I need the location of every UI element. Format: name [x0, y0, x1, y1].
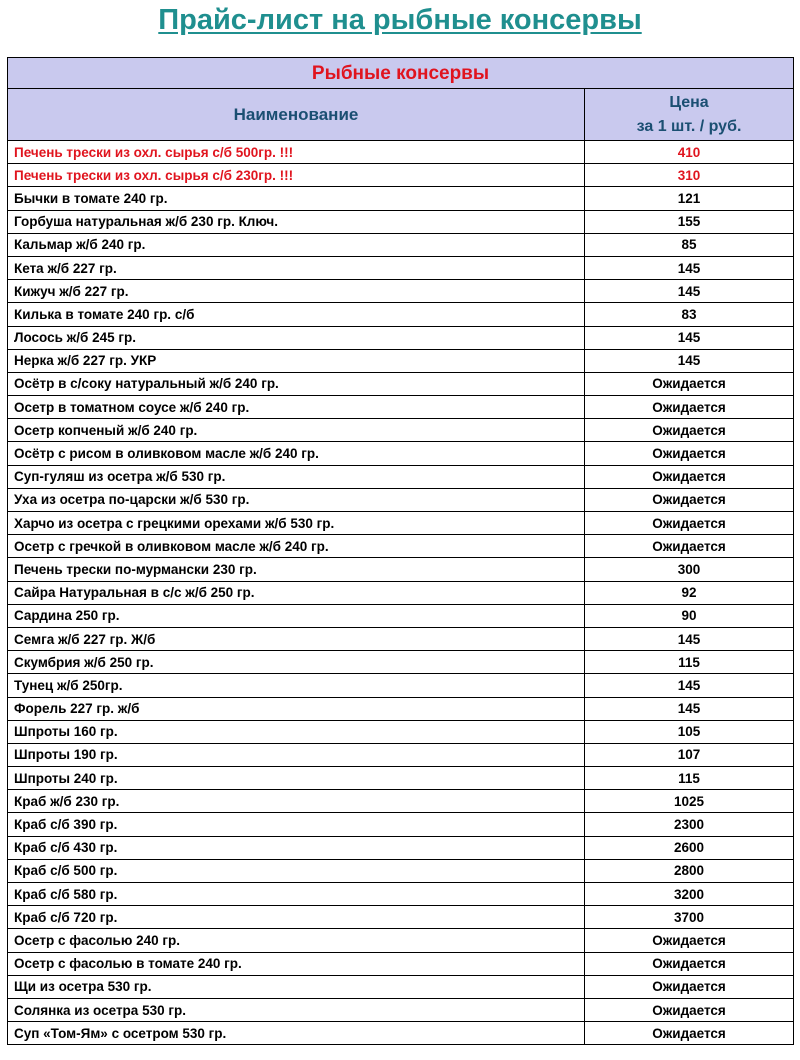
product-price: 2600	[585, 836, 794, 859]
product-price: 3700	[585, 906, 794, 929]
product-name: Сардина 250 гр.	[8, 604, 585, 627]
product-name: Краб с/б 430 гр.	[8, 836, 585, 859]
product-price: Ожидается	[585, 372, 794, 395]
product-name: Щи из осетра 530 гр.	[8, 975, 585, 998]
product-name: Бычки в томате 240 гр.	[8, 187, 585, 210]
product-price: 145	[585, 256, 794, 279]
table-row	[8, 952, 794, 975]
product-name: Уха из осетра по-царски ж/б 530 гр.	[8, 488, 585, 511]
column-header-price	[585, 89, 794, 141]
table-row	[8, 164, 794, 187]
product-price: Ожидается	[585, 929, 794, 952]
product-name: Краб с/б 390 гр.	[8, 813, 585, 836]
product-price: 90	[585, 604, 794, 627]
product-price: Ожидается	[585, 952, 794, 975]
product-name: Горбуша натуральная ж/б 230 гр. Ключ.	[8, 210, 585, 233]
product-name: Осетр с фасолью в томате 240 гр.	[8, 952, 585, 975]
table-row	[8, 326, 794, 349]
product-name: Кета ж/б 227 гр.	[8, 256, 585, 279]
product-price: Ожидается	[585, 975, 794, 998]
product-price: 107	[585, 743, 794, 766]
table-row	[8, 488, 794, 511]
product-name: Тунец ж/б 250гр.	[8, 674, 585, 697]
product-name: Краб с/б 580 гр.	[8, 883, 585, 906]
table-row	[8, 210, 794, 233]
product-price: 145	[585, 674, 794, 697]
table-row	[8, 396, 794, 419]
product-name: Сайра Натуральная в с/с ж/б 250 гр.	[8, 581, 585, 604]
product-price: Ожидается	[585, 488, 794, 511]
product-price: Ожидается	[585, 1022, 794, 1045]
table-row	[8, 233, 794, 256]
product-price: 115	[585, 651, 794, 674]
product-name: Лосось ж/б 245 гр.	[8, 326, 585, 349]
product-price: 2800	[585, 859, 794, 882]
product-name: Печень трески из охл. сырья с/б 500гр. !!!	[8, 141, 585, 164]
product-name: Осетр в томатном соусе ж/б 240 гр.	[8, 396, 585, 419]
product-name: Шпроты 160 гр.	[8, 720, 585, 743]
product-price: Ожидается	[585, 535, 794, 558]
table-row	[8, 674, 794, 697]
price-header-line1: Цена	[669, 93, 709, 111]
table-row	[8, 975, 794, 998]
page-title: Прайс-лист на рыбные консервы	[158, 4, 642, 36]
table-row	[8, 465, 794, 488]
table-row	[8, 813, 794, 836]
product-price: 2300	[585, 813, 794, 836]
price-table	[7, 57, 794, 1045]
product-price: 145	[585, 349, 794, 372]
table-row	[8, 998, 794, 1021]
table-row	[8, 929, 794, 952]
table-row	[8, 535, 794, 558]
table-row	[8, 697, 794, 720]
table-row	[8, 372, 794, 395]
price-header-line2: за 1 шт. / руб.	[636, 117, 742, 135]
product-price: 85	[585, 233, 794, 256]
table-row	[8, 419, 794, 442]
column-header-name: Наименование	[8, 89, 585, 141]
product-price: 121	[585, 187, 794, 210]
table-row	[8, 790, 794, 813]
table-row	[8, 767, 794, 790]
table-row	[8, 280, 794, 303]
product-name: Суп «Том-Ям» с осетром 530 гр.	[8, 1022, 585, 1045]
table-row	[8, 883, 794, 906]
table-row	[8, 141, 794, 164]
product-name: Суп-гуляш из осетра ж/б 530 гр.	[8, 465, 585, 488]
product-price: 145	[585, 280, 794, 303]
product-name: Солянка из осетра 530 гр.	[8, 998, 585, 1021]
product-price: Ожидается	[585, 396, 794, 419]
table-row	[8, 581, 794, 604]
table-row	[8, 349, 794, 372]
table-row	[8, 836, 794, 859]
table-row	[8, 627, 794, 650]
product-name: Шпроты 240 гр.	[8, 767, 585, 790]
product-price: 92	[585, 581, 794, 604]
table-row	[8, 1022, 794, 1045]
table-row	[8, 651, 794, 674]
caption-row	[8, 58, 794, 89]
product-name: Форель 227 гр. ж/б	[8, 697, 585, 720]
product-name: Осетр копченый ж/б 240 гр.	[8, 419, 585, 442]
product-name: Печень трески из охл. сырья с/б 230гр. !!!	[8, 164, 585, 187]
header-row	[8, 89, 794, 141]
table-row	[8, 187, 794, 210]
product-price: 3200	[585, 883, 794, 906]
table-caption: Рыбные консервы	[8, 58, 794, 89]
table-row	[8, 859, 794, 882]
product-price: 83	[585, 303, 794, 326]
product-price: Ожидается	[585, 419, 794, 442]
product-name: Осётр с рисом в оливковом масле ж/б 240 гр.	[8, 442, 585, 465]
product-price: 145	[585, 627, 794, 650]
product-name: Печень трески по-мурмански 230 гр.	[8, 558, 585, 581]
product-name: Шпроты 190 гр.	[8, 743, 585, 766]
product-price: 310	[585, 164, 794, 187]
product-name: Килька в томате 240 гр. с/б	[8, 303, 585, 326]
table-row	[8, 512, 794, 535]
product-name: Харчо из осетра с грецкими орехами ж/б 530 гр.	[8, 512, 585, 535]
product-name: Осетр с фасолью 240 гр.	[8, 929, 585, 952]
table-row	[8, 720, 794, 743]
product-name: Кальмар ж/б 240 гр.	[8, 233, 585, 256]
product-name: Осётр в с/соку натуральный ж/б 240 гр.	[8, 372, 585, 395]
product-price: 145	[585, 326, 794, 349]
product-price: 115	[585, 767, 794, 790]
product-price: 410	[585, 141, 794, 164]
product-price: Ожидается	[585, 998, 794, 1021]
product-name: Нерка ж/б 227 гр. УКР	[8, 349, 585, 372]
product-name: Осетр с гречкой в оливковом масле ж/б 240 гр.	[8, 535, 585, 558]
product-name: Семга ж/б 227 гр. Ж/б	[8, 627, 585, 650]
table-row	[8, 442, 794, 465]
product-name: Краб с/б 720 гр.	[8, 906, 585, 929]
table-row	[8, 743, 794, 766]
product-price: Ожидается	[585, 442, 794, 465]
table-row	[8, 256, 794, 279]
table-body	[8, 141, 794, 1045]
product-price: 155	[585, 210, 794, 233]
table-row	[8, 604, 794, 627]
product-name: Скумбрия ж/б 250 гр.	[8, 651, 585, 674]
product-name: Краб с/б 500 гр.	[8, 859, 585, 882]
product-price: 145	[585, 697, 794, 720]
product-price: 1025	[585, 790, 794, 813]
product-price: 300	[585, 558, 794, 581]
product-price: Ожидается	[585, 465, 794, 488]
table-row	[8, 303, 794, 326]
table-row	[8, 558, 794, 581]
product-name: Краб ж/б 230 гр.	[8, 790, 585, 813]
table-row	[8, 906, 794, 929]
product-name: Кижуч ж/б 227 гр.	[8, 280, 585, 303]
product-price: Ожидается	[585, 512, 794, 535]
product-price: 105	[585, 720, 794, 743]
